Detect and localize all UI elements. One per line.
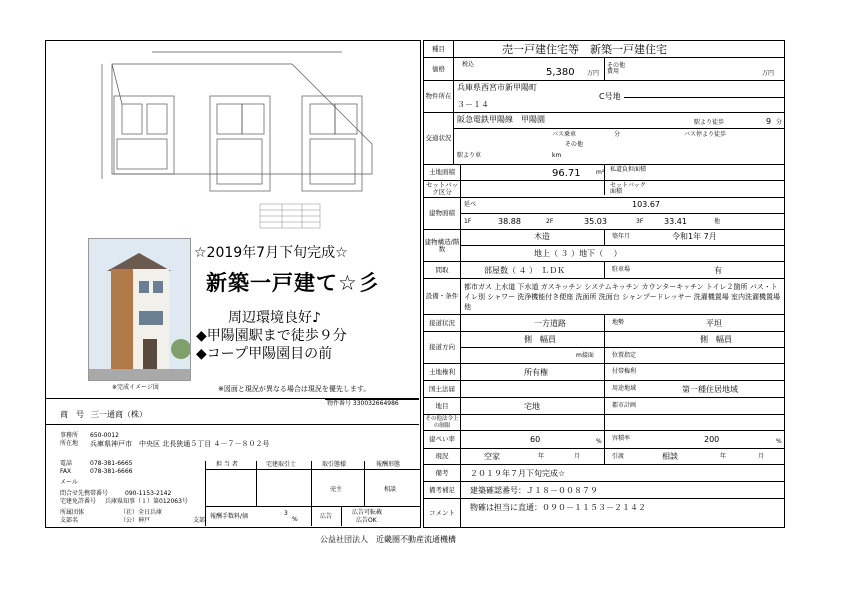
agent-col-2 bbox=[311, 461, 312, 526]
parking: 有 bbox=[714, 266, 722, 275]
total-area-label: 延べ bbox=[464, 201, 477, 208]
price-prefix: 税込 bbox=[462, 61, 475, 68]
mid-divider-1 bbox=[604, 229, 605, 245]
row-land-area bbox=[424, 164, 784, 180]
agent-head-line bbox=[206, 469, 420, 470]
note2-label: 備考補足 bbox=[424, 482, 461, 498]
layout-label: 間取 bbox=[424, 262, 461, 278]
license: 兵庫県知事（１）第012063号 bbox=[105, 498, 188, 505]
postal: 650-0012 bbox=[90, 432, 119, 439]
photo-caption: ※完成イメージ図 bbox=[112, 384, 159, 391]
transport-line-1 bbox=[454, 128, 784, 129]
location-label: 物件所在 bbox=[424, 81, 454, 112]
handover-label: 引渡 bbox=[612, 453, 625, 460]
location-unit: C号地 bbox=[599, 92, 621, 101]
property-table bbox=[423, 40, 788, 528]
zone: 第一種住居地域 bbox=[682, 385, 738, 394]
f1-area: 38.88 bbox=[498, 217, 521, 226]
road-dir-2: 側 幅員 bbox=[700, 335, 732, 344]
other-fee-unit: 万円 bbox=[762, 70, 775, 77]
terrain: 平坦 bbox=[706, 319, 722, 328]
comment-label: コメント bbox=[424, 499, 461, 527]
structure: 木造 bbox=[534, 232, 550, 241]
company-name-label: 商 号 bbox=[60, 410, 84, 419]
row-note2 bbox=[424, 481, 784, 498]
row-equipment bbox=[424, 278, 788, 314]
footer-org: 公益社団法人 近畿圏不動産流通機構 bbox=[320, 535, 456, 544]
agent-table bbox=[205, 461, 420, 526]
position-label: 位置指定 bbox=[612, 352, 637, 359]
transport-label: 交通状況 bbox=[424, 113, 454, 164]
location-2: ３－１４ bbox=[457, 100, 489, 109]
floor-plan-drawing bbox=[92, 44, 392, 234]
far-label: 容積率 bbox=[612, 435, 631, 442]
other-access: その他 bbox=[565, 141, 584, 148]
mail-label: メール bbox=[60, 479, 78, 486]
price-divider bbox=[604, 58, 605, 81]
other-floor: 他 bbox=[714, 218, 721, 225]
note2: 建築確認番号：Ｊ１８－００８７９ bbox=[470, 486, 598, 495]
house-photo bbox=[88, 238, 191, 381]
house-illustration bbox=[89, 239, 190, 380]
tel-label: 電話 bbox=[60, 460, 73, 467]
status-year: 年 bbox=[538, 453, 545, 460]
row-price bbox=[424, 57, 784, 80]
structure-line bbox=[461, 245, 784, 246]
bcr-label: 建ぺい率 bbox=[424, 431, 461, 448]
road-dir-1: 側 幅員 bbox=[524, 335, 556, 344]
private-road-label: 私道負担面積 bbox=[610, 166, 647, 173]
bcr-unit: % bbox=[596, 438, 602, 445]
walk-value: 9 bbox=[766, 117, 772, 126]
road-dir-line bbox=[461, 347, 784, 348]
assoc: （社）全日兵庫 bbox=[120, 509, 163, 516]
other-fee-label: その他費用 bbox=[607, 62, 626, 75]
postal-label: 事務所 bbox=[60, 432, 79, 439]
handover: 相談 bbox=[662, 452, 678, 461]
point-3: ◆コープ甲陽園目の前 bbox=[196, 346, 333, 362]
f2-label: 2F bbox=[546, 218, 554, 225]
ad-col bbox=[341, 506, 342, 526]
id-line bbox=[325, 399, 419, 400]
fee-unit: % bbox=[292, 516, 298, 523]
license-label: 宅建免許番号 bbox=[60, 498, 97, 505]
row-comment bbox=[424, 498, 784, 527]
agent-header-0: 担 当 者 bbox=[216, 461, 238, 468]
row-note bbox=[424, 464, 784, 481]
station-car-label: 駅より車 bbox=[457, 152, 482, 159]
agent-header-2: 取引態様 bbox=[322, 461, 347, 468]
location-line bbox=[624, 97, 784, 98]
agent-col-3 bbox=[364, 461, 365, 506]
price-value: 5,380 bbox=[546, 67, 575, 78]
mid-divider-2 bbox=[604, 261, 605, 278]
far-unit: % bbox=[776, 438, 782, 445]
bcr: 60 bbox=[530, 435, 541, 444]
total-area: 103.67 bbox=[632, 200, 660, 209]
land-right-label: 土地権利 bbox=[424, 364, 461, 380]
kind-label: 種目 bbox=[424, 41, 454, 57]
agent-mid-line bbox=[206, 506, 420, 507]
layout: 部屋数（ ４ ） ＬＤＫ bbox=[484, 266, 566, 275]
bus-walk-label: バス停より徒歩 bbox=[684, 131, 727, 138]
floor-plan-svg bbox=[92, 44, 392, 234]
build-line bbox=[461, 213, 784, 214]
land-area: 96.71 bbox=[552, 168, 581, 179]
build-area-label: 建物面積 bbox=[424, 198, 461, 229]
address-label: 所在地 bbox=[60, 440, 79, 447]
price-label: 価格 bbox=[424, 58, 454, 80]
f3-area: 33.41 bbox=[664, 217, 687, 226]
point-1: 周辺環境良好♪ bbox=[228, 310, 321, 326]
note-label: 備考 bbox=[424, 465, 461, 481]
setback-label: セットバック区分 bbox=[424, 181, 461, 197]
equipment: 都市ガス 上水道 下水道 ガスキッチン システムキッチン カウンターキッチン トイレ２箇所 バス・トイレ別 シャワー 洗浄機能付き便座 洗面所 洗面台 シャンプードレッサー 洗濯機置場 室内洗濯機置場 他 bbox=[464, 283, 788, 311]
mid-divider-3 bbox=[604, 314, 605, 363]
land-right: 所有権 bbox=[524, 368, 548, 377]
contact-phone: 090-1153-2142 bbox=[125, 490, 172, 497]
bus-unit: 分 bbox=[614, 131, 621, 138]
address: 兵庫県神戸市 中央区 北長狭通５丁目 ４－７－８０２号 bbox=[90, 440, 270, 448]
ad-value: 広告可転載 bbox=[352, 509, 383, 516]
category-label: 地目 bbox=[424, 398, 461, 414]
fax-label: FAX bbox=[60, 468, 72, 475]
status-month: 月 bbox=[574, 453, 581, 460]
agent-col-1 bbox=[256, 461, 257, 506]
terrain-label: 地勢 bbox=[612, 319, 625, 326]
agent-value-3: 相談 bbox=[384, 486, 397, 493]
road: 一方道路 bbox=[534, 319, 566, 328]
walk-label: 駅より徒歩 bbox=[694, 119, 725, 126]
f2-area: 35.03 bbox=[584, 217, 607, 226]
handover-month: 月 bbox=[758, 453, 765, 460]
headline: 新築一戸建て☆彡 bbox=[206, 271, 380, 295]
f1-label: 1F bbox=[464, 218, 472, 225]
built: 令和1年 7月 bbox=[672, 232, 717, 241]
handover-year: 年 bbox=[720, 453, 727, 460]
status: 空家 bbox=[484, 452, 500, 461]
branch: （公）神戸 bbox=[120, 517, 151, 524]
kind-title: 売一戸建住宅等 新築一戸建住宅 bbox=[502, 43, 667, 56]
point-2: ◆甲陽園駅まで徒歩９分 bbox=[196, 328, 347, 344]
parking-label: 駐車場 bbox=[612, 266, 631, 273]
property-id: 物件番号 330032664986 bbox=[327, 400, 399, 407]
comment: 物確は担当に直通：０９０－１１５３－２１４２ bbox=[470, 503, 646, 512]
road-dir-label: 接道方向 bbox=[424, 332, 461, 363]
land-area-unit: m² bbox=[596, 169, 605, 176]
city-plan-label: 都市計画 bbox=[612, 402, 637, 409]
row-location bbox=[424, 80, 784, 112]
structure-label: 建物構造/階数 bbox=[424, 230, 461, 261]
agent-header-3: 報酬形態 bbox=[376, 461, 401, 468]
agent-header-1: 宅建取引士 bbox=[266, 461, 297, 468]
deposit-label: 付帯権利 bbox=[612, 368, 637, 375]
price-unit: 万円 bbox=[587, 70, 600, 77]
transport-line: 阪急電鉄甲陽線 甲陽園 bbox=[457, 115, 545, 124]
category: 宅地 bbox=[524, 402, 540, 411]
other-limit-label: その他法令上の制限 bbox=[424, 415, 461, 430]
f3-label: 3F bbox=[636, 218, 644, 225]
setback-area-label: セットバック面積 bbox=[610, 182, 646, 195]
contact-label: 問合せ先携帯番号 bbox=[60, 490, 109, 497]
built-label: 築年月 bbox=[612, 233, 631, 240]
disclaimer: ※図面と現況が異なる場合は現況を優先します。 bbox=[218, 385, 371, 393]
floors: 地上（ ３ ）地下（ ） bbox=[534, 249, 622, 258]
agent-value-2: 売主 bbox=[330, 486, 343, 493]
mid-divider-4 bbox=[604, 363, 605, 464]
completion-text: ☆2019年7月下旬完成☆ bbox=[194, 245, 348, 261]
far: 200 bbox=[704, 435, 720, 444]
branch-suffix: 支部 bbox=[193, 517, 206, 524]
row-kind bbox=[424, 41, 784, 57]
status-label: 現況 bbox=[424, 449, 461, 464]
ad-label: 広告 bbox=[320, 513, 333, 520]
row-setback bbox=[424, 180, 784, 197]
row-building-area bbox=[424, 197, 784, 229]
zone-label: 用途地域 bbox=[612, 385, 637, 392]
equip-label: 設備・条件 bbox=[424, 279, 461, 314]
company-line bbox=[45, 424, 419, 425]
km-unit: km bbox=[552, 152, 562, 159]
assoc-label: 所属団体 bbox=[60, 509, 85, 516]
bus-label: バス乗車 bbox=[552, 131, 577, 138]
location-1: 兵庫県西宮市新甲陽町 bbox=[457, 83, 537, 92]
law-label: 国土法届 bbox=[424, 381, 461, 397]
note: ２０１９年７月下旬完成☆ bbox=[470, 469, 566, 478]
fee-label: 報酬手数料/価 bbox=[210, 513, 249, 520]
ad-value-2: 広告OK bbox=[356, 517, 377, 524]
row-transport bbox=[424, 112, 784, 164]
tel: 078-381-6665 bbox=[90, 460, 133, 467]
road-label: 接道状況 bbox=[424, 315, 461, 331]
company-name: 三一通商（株） bbox=[91, 410, 147, 419]
contact-road: m接面 bbox=[576, 352, 594, 359]
fax: 078-381-6666 bbox=[90, 468, 133, 475]
land-area-label: 土地面積 bbox=[424, 165, 461, 180]
walk-unit: 分 bbox=[776, 119, 783, 126]
branch-label: 支部名 bbox=[60, 517, 79, 524]
fee-value: 3 bbox=[284, 510, 288, 517]
